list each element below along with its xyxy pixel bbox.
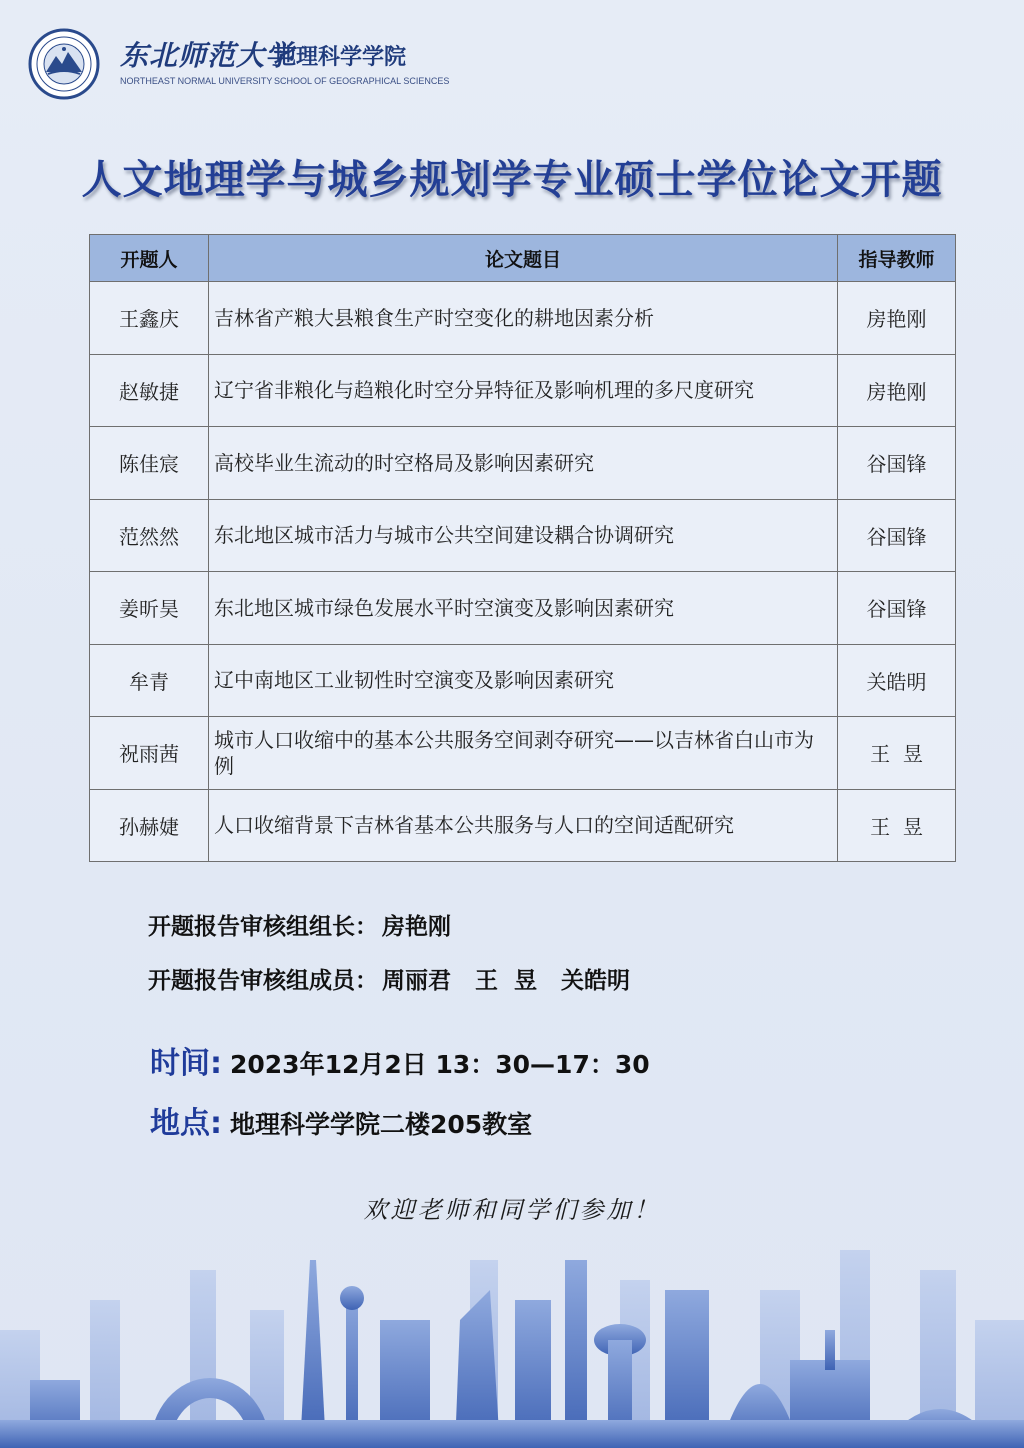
table-row: [90, 499, 956, 572]
place-value: 地理科学学院二楼205教室: [230, 1110, 533, 1139]
advisor-name: 谷国锋: [838, 499, 956, 572]
header-topic: 论文题目: [209, 235, 838, 282]
university-name-en: NORTHEAST NORMAL UNIVERSITY: [120, 76, 273, 86]
presenter-name: 孙赫婕: [90, 789, 209, 862]
presenter-name: 牟青: [90, 644, 209, 717]
school-name-en: SCHOOL OF GEOGRAPHICAL SCIENCES: [274, 76, 450, 86]
advisor-name: 房艳刚: [838, 282, 956, 355]
committee-leader-label: 开题报告审核组组长：: [148, 914, 378, 940]
table-row: [90, 282, 956, 355]
presenter-name: 赵敏捷: [90, 354, 209, 427]
thesis-topic: 辽宁省非粮化与趋粮化时空分异特征及影响机理的多尺度研究: [209, 354, 838, 427]
advisor-name: 房艳刚: [838, 354, 956, 427]
table-row: [90, 644, 956, 717]
advisor-name: 谷国锋: [838, 572, 956, 645]
thesis-topic: 东北地区城市活力与城市公共空间建设耦合协调研究: [209, 499, 838, 572]
table-header-row: [90, 235, 956, 282]
page-title: 人文地理学与城乡规划学专业硕士学位论文开题: [81, 157, 943, 203]
university-seal-icon: [28, 28, 100, 100]
thesis-topic: 辽中南地区工业韧性时空演变及影响因素研究: [209, 644, 838, 717]
table-row: [90, 427, 956, 500]
committee-leader-name: 房艳刚: [382, 914, 451, 940]
table-row: [90, 789, 956, 862]
advisor-name: 谷国锋: [838, 427, 956, 500]
advisor-name: 王 昱: [838, 789, 956, 862]
time-value: 2023年12月2日 13：30—17：30: [230, 1050, 650, 1079]
thesis-topic: 吉林省产粮大县粮食生产时空变化的耕地因素分析: [209, 282, 838, 355]
thesis-topic: 城市人口收缩中的基本公共服务空间剥夺研究——以吉林省白山市为例: [209, 717, 838, 790]
thesis-topic: 东北地区城市绿色发展水平时空演变及影响因素研究: [209, 572, 838, 645]
time-label: 时间:: [150, 1046, 222, 1081]
table-row: [90, 717, 956, 790]
thesis-topic: 高校毕业生流动的时空格局及影响因素研究: [209, 427, 838, 500]
header-advisor: 指导教师: [838, 235, 956, 282]
committee-members-label: 开题报告审核组成员：: [148, 968, 378, 994]
school-name-cn: 地理科学学院: [274, 45, 407, 70]
header-presenter: 开题人: [90, 235, 209, 282]
presenter-name: 王鑫庆: [90, 282, 209, 355]
place-line: [150, 1098, 532, 1142]
thesis-topic: 人口收缩背景下吉林省基本公共服务与人口的空间适配研究: [209, 789, 838, 862]
thesis-topics-table: [89, 234, 956, 862]
committee-members-names: 周丽君 王 昱 关皓明: [382, 968, 631, 994]
presenter-name: 范然然: [90, 499, 209, 572]
table-row: [90, 572, 956, 645]
time-line: [150, 1038, 650, 1082]
presenter-name: 姜昕昊: [90, 572, 209, 645]
place-label: 地点:: [150, 1106, 222, 1141]
advisor-name: 王 昱: [838, 717, 956, 790]
presenter-name: 陈佳宸: [90, 427, 209, 500]
city-skyline-icon: [0, 1240, 1024, 1448]
table-row: [90, 354, 956, 427]
welcome-message: 欢迎老师和同学们参加！: [363, 1196, 661, 1224]
advisor-name: 关皓明: [838, 644, 956, 717]
university-name-cn: 东北师范大学: [120, 39, 295, 72]
committee-leader-line: [148, 908, 451, 941]
presenter-name: 祝雨茜: [90, 717, 209, 790]
committee-members-line: [148, 962, 630, 995]
